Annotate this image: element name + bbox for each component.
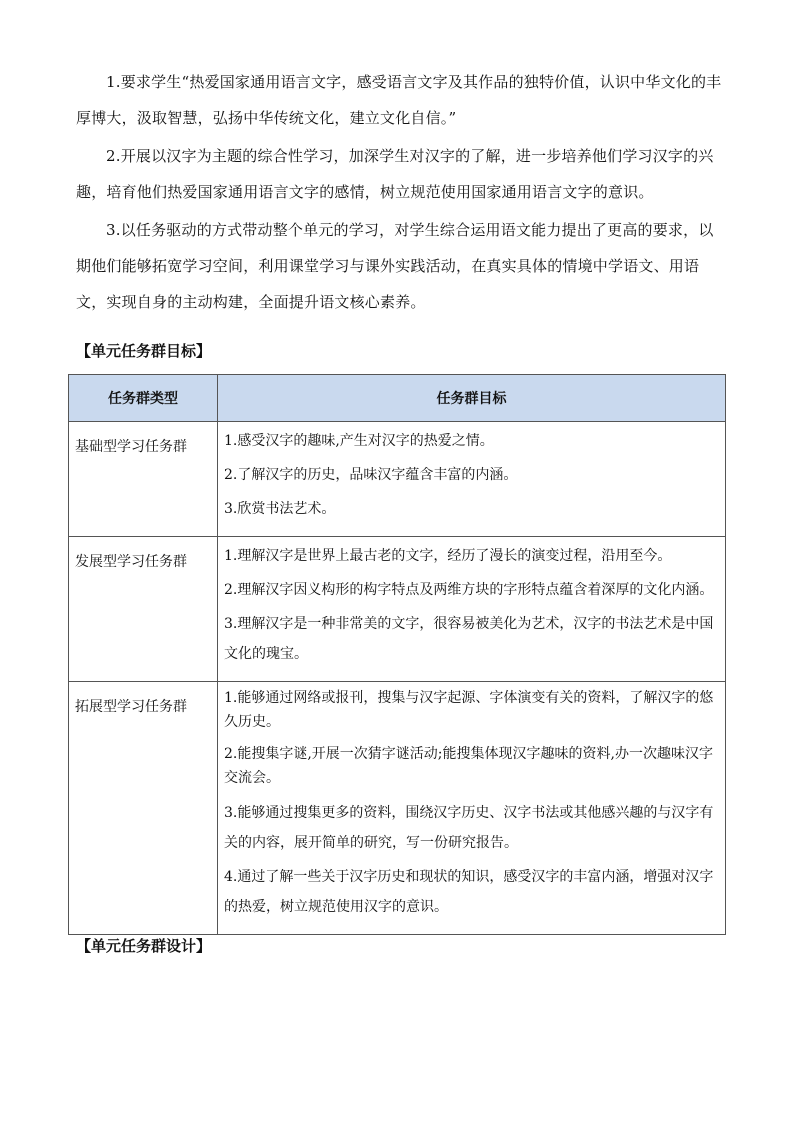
row-goals [218, 682, 726, 935]
table-row [69, 682, 726, 935]
header-goal: 任务群目标 [218, 375, 726, 422]
row-type: 发展型学习任务群 [69, 537, 218, 682]
goal-item: 3.欣赏书法艺术。 [224, 501, 336, 517]
intro-paragraph-2: 2.开展以汉字为主题的综合性学习，加深学生对汉字的了解，进一步培养他们学习汉字的兴趣，培育他们热爱国家通用语言文字的感情，树立规范使用国家通用语言文字的意识。 [76, 147, 714, 201]
intro-paragraph-3: 3.以任务驱动的方式带动整个单元的学习，对学生综合运用语文能力提出了更高的要求，以期他们能够拓宽学习空间，利用课堂学习与课外实践活动，在真实具体的情境中学语文、用语文，实现自身的主动构建，全面提升语文核心素养。 [76, 221, 714, 311]
intro-paragraph-1: 1.要求学生“热爱国家通用语言文字，感受语言文字及其作品的独特价值，认识中华文化的丰厚博大，汲取智慧，弘扬中华传统文化，建立文化自信。” [76, 73, 722, 127]
goal-item: 1.理解汉字是世界上最古老的文字，经历了漫长的演变过程，沿用至今。 [224, 548, 672, 564]
table-row [69, 422, 726, 537]
row-goals [218, 537, 726, 682]
goal-item: 4.通过了解一些关于汉字历史和现状的知识，感受汉字的丰富内涵，增强对汉字的热爱，树立规范使用汉字的意识。 [224, 869, 714, 915]
section-heading-goals: 【单元任务群目标】 [76, 342, 212, 360]
row-type: 拓展型学习任务群 [69, 682, 218, 935]
goal-item: 2.能搜集字谜,开展一次猜字谜活动;能搜集体现汉字趣味的资料,办一次趣味汉字交流会。 [224, 746, 713, 786]
row-goals [218, 422, 726, 537]
header-type: 任务群类型 [69, 375, 218, 422]
document-page [76, 64, 726, 957]
table-header-row [69, 375, 726, 422]
table-row [69, 537, 726, 682]
section-heading-design: 【单元任务群设计】 [76, 937, 212, 955]
goal-item: 3.能够通过搜集更多的资料，围绕汉字历史、汉字书法或其他感兴趣的与汉字有关的内容，展开简单的研究，写一份研究报告。 [224, 805, 714, 851]
goal-item: 1.能够通过网络或报刊，搜集与汉字起源、字体演变有关的资料，了解汉字的悠久历史。 [224, 690, 714, 730]
goal-item: 1.感受汉字的趣味,产生对汉字的热爱之情。 [224, 433, 494, 449]
goal-item: 2.理解汉字因义构形的构字特点及两维方块的字形特点蕴含着深厚的文化内涵。 [224, 582, 714, 598]
goals-table [68, 374, 726, 935]
goal-item: 2.了解汉字的历史，品味汉字蕴含丰富的内涵。 [224, 467, 518, 483]
goal-item: 3.理解汉字是一种非常美的文字，很容易被美化为艺术，汉字的书法艺术是中国文化的瑰宝。 [224, 616, 714, 662]
row-type: 基础型学习任务群 [69, 422, 218, 537]
